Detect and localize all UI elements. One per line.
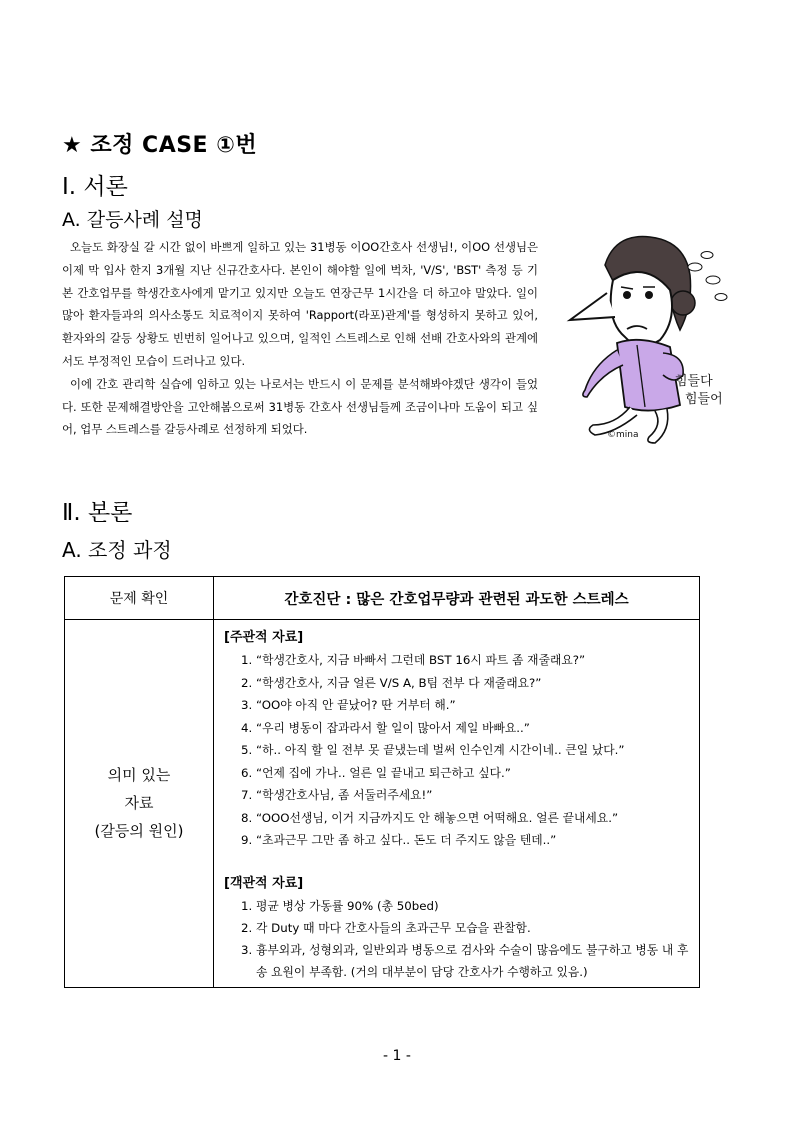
list-item: 1. “학생간호사, 지금 바빠서 그런데 BST 16시 파트 좀 재줄래요?” [256, 649, 693, 672]
nursing-diagnosis-header: 간호진단 : 많은 간호업무량과 관련된 과도한 스트레스 [214, 577, 700, 620]
subsection-heading-conflict-case: A. 갈등사례 설명 [62, 209, 203, 231]
list-item: 3. 흉부외과, 성형외과, 일반외과 병동으로 검사와 수술이 많음에도 불구하고 병동 내 후송 요원이 부족함. (거의 대부분이 담당 간호사가 수행하고 있음.) [256, 939, 693, 983]
list-item: 2. “학생간호사, 지금 얼른 V/S A, B팀 전부 다 재줄래요?” [256, 672, 693, 695]
left-label-line: 자료 [124, 794, 154, 813]
adjustment-table [64, 576, 700, 988]
cartoon-caption-1: 힘들다 [675, 374, 713, 389]
page-number: - 1 - [383, 1048, 411, 1064]
table-header-row [65, 577, 700, 620]
list-item: 8. “OOO선생님, 이거 지금까지도 안 해놓으면 어떡해요. 얼른 끝내세요.” [256, 807, 693, 830]
list-item: 2. 각 Duty 때 마다 간호사들의 초과근무 모습을 관찰함. [256, 917, 693, 939]
objective-data-list [220, 895, 693, 983]
left-label-line: (갈등의 원인) [94, 822, 184, 841]
table-data-row [65, 620, 700, 988]
objective-data-title: [객관적 자료] [224, 875, 304, 891]
list-item: 1. 평균 병상 가동률 90% (총 50bed) [256, 895, 693, 917]
list-item: 7. “학생간호사님, 좀 서둘러주세요!” [256, 784, 693, 807]
left-label-line: 의미 있는 [107, 766, 171, 785]
cartoon-caption-2: 힘들어 [685, 392, 723, 407]
list-item: 4. “우리 병동이 잡과라서 할 일이 많아서 제일 바빠요..” [256, 717, 693, 740]
list-item: 6. “언제 집에 가나.. 얼른 일 끝내고 퇴근하고 싶다.” [256, 762, 693, 785]
subjective-data-list [220, 649, 693, 852]
case-title: ★ 조정 CASE ①번 [62, 133, 258, 158]
intro-paragraph-2: 이에 간호 관리학 실습에 임하고 있는 나로서는 반드시 이 문제를 분석해봐야겠단 생각이 들었다. 또한 문제해결방안을 고안해봄으로써 31병동 간호사 선생님들께 조금이나마 도움이 되고 싶어, 업무 스트레스를 갈등사례로 선정하게 되었다. [62, 376, 538, 437]
list-item: 5. “하.. 아직 할 일 전부 못 끝냈는데 벌써 인수인계 시간이네.. 큰일 났다.” [256, 739, 693, 762]
intro-paragraph-1: 오늘도 화장실 갈 시간 없이 바쁘게 일하고 있는 31병동 이OO간호사 선생님!, 이OO 선생님은 이제 막 입사 한지 3개월 지난 신규간호사다. 본인이 해야할 일에 벅차, 'V/S', 'BST' 측정 등 기본 간호업무를 학생간호사에게 맡기고 있지만 오늘도 연장근무 1시간을 더 하고야 말았다. 일이 많아 환자들과의 의사소통도 치료적이지 못하여 'Rapport(라포)관계'를 형성하지 못하고 있어, 환자와의 갈등 상황도 빈번히 일어나고 있으며, 일적인 스트레스로 인해 선배 간호사와의 관계에서도 부정적인 모습이 드러나고 있다. [62, 240, 538, 368]
section-heading-main-body: Ⅱ. 본론 [62, 500, 133, 526]
nurse-cartoon-illustration [545, 225, 735, 450]
subjective-data-title: [주관적 자료] [224, 630, 304, 645]
problem-identification-header: 문제 확인 [65, 577, 214, 620]
section-heading-introduction: Ⅰ. 서론 [62, 174, 128, 200]
intro-text [62, 236, 538, 441]
cartoon-signature: ©mina [607, 430, 639, 440]
cartoon-drawing [545, 225, 735, 450]
subsection-heading-adjustment-process: A. 조정 과정 [62, 538, 172, 562]
list-item: 9. “초과근무 그만 좀 하고 싶다.. 돈도 더 주지도 않을 텐데..” [256, 829, 693, 852]
data-cell [214, 620, 700, 988]
list-item: 3. “OO야 아직 안 끝났어? 딴 거부터 해.” [256, 694, 693, 717]
meaningful-data-label [65, 620, 214, 988]
